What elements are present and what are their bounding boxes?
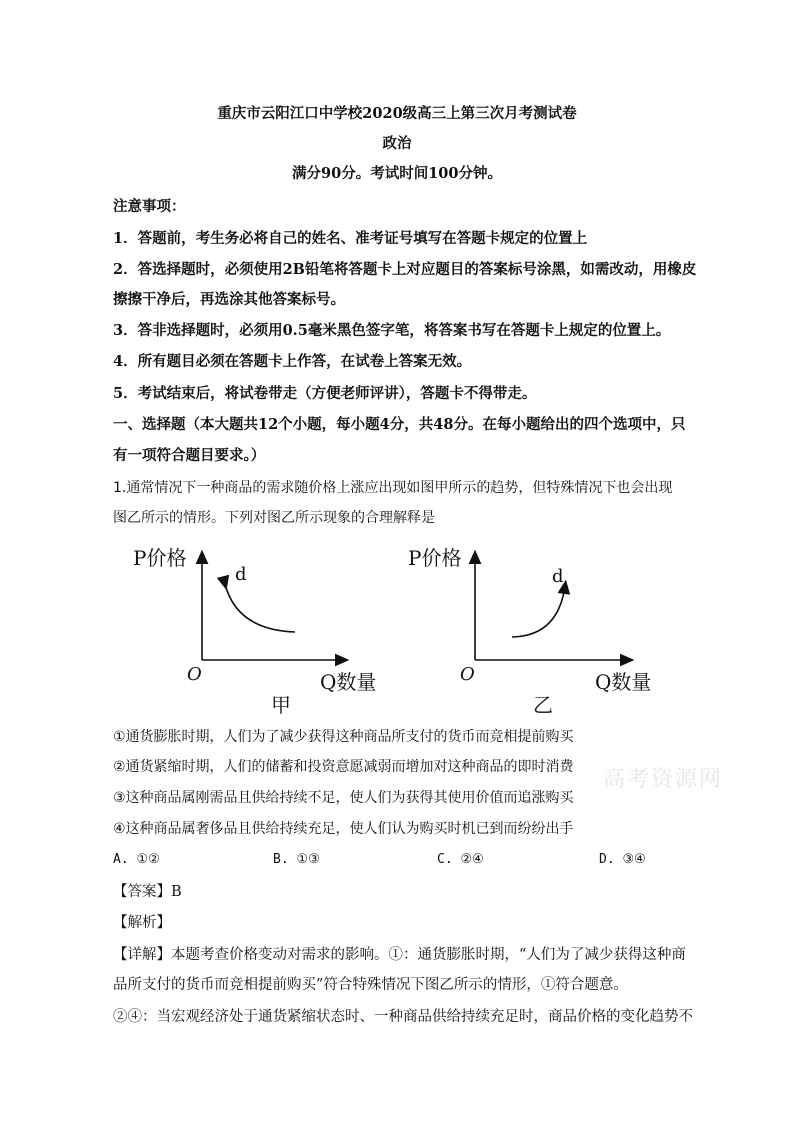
option-d: D. ③④ <box>599 852 646 867</box>
curve-label: d <box>235 564 247 585</box>
statement-4: ④这种商品属奢侈品且供给持续充足，使人们认为购买时机已到而纷纷出手 <box>113 821 574 837</box>
statement-3: ③这种商品属刚需品且供给持续不足，使人们为获得其使用价值而追涨购买 <box>113 790 574 806</box>
section-heading-cont: 有一项符合题目要求。） <box>113 447 266 464</box>
demand-curve <box>225 584 295 632</box>
curve-label: d <box>552 566 564 587</box>
notice-item: 3．答非选择题时，必须用0.5毫米黑色签字笔，将答案书写在答题卡上规定的位置上。 <box>113 322 671 339</box>
notice-item: 1．答题前，考生务必将自己的姓名、准考证号填写在答题卡规定的位置上 <box>113 230 588 247</box>
answer-line: 【答案】B <box>113 884 182 900</box>
graph-jia <box>125 540 385 725</box>
notice-item: 4．所有题目必须在答题卡上作答，在试卷上答案无效。 <box>113 353 472 370</box>
y-axis-label: P价格 <box>133 546 187 570</box>
demand-curve <box>512 586 565 637</box>
notice-item: 2．答选择题时，必须使用2B铅笔将答题卡上对应题目的答案标号涂黑，如需改动，用橡皮 <box>113 261 697 278</box>
origin-label: O <box>187 664 202 685</box>
question-stem: 1.通常情况下一种商品的需求随价格上涨应出现如图甲所示的趋势，但特殊情况下也会出现 <box>113 480 673 496</box>
watermark: 高考资源网 <box>603 767 724 792</box>
question-stem-cont: 图乙所示的情形。下列对图乙所示现象的合理解释是 <box>113 510 435 526</box>
option-a: A. ①② <box>113 852 160 867</box>
analysis-label: 【解析】 <box>113 915 171 931</box>
section-heading: 一、选择题（本大题共12个小题，每小题4分，共48分。在每小题给出的四个选项中，只 <box>113 416 686 433</box>
origin-label: O <box>460 664 475 685</box>
detail-line: 品所支付的货币而竞相提前购买”符合特殊情况下图乙所示的情形，①符合题意。 <box>113 977 628 993</box>
graph-caption: 乙 <box>533 693 553 717</box>
option-b: B. ①③ <box>273 852 320 867</box>
detail-line: 【详解】本题考查价格变动对需求的影响。①：通货膨胀时期，“人们为了减少获得这种商 <box>113 947 686 963</box>
y-axis-label: P价格 <box>408 546 462 570</box>
x-axis-label: Q数量 <box>320 670 377 694</box>
notice-heading: 注意事项： <box>113 198 186 215</box>
notice-item: 擦擦干净后，再选涂其他答案标号。 <box>113 291 345 308</box>
option-c: C. ②④ <box>437 852 484 867</box>
statement-1: ①通货膨胀时期，人们为了减少获得这种商品所支付的货币而竞相提前购买 <box>113 729 574 745</box>
exam-title: 重庆市云阳江口中学校2020级高三上第三次月考测试卷 <box>217 105 577 122</box>
statement-2: ②通货紧缩时期，人们的储蓄和投资意愿减弱而增加对这种商品的即时消费 <box>113 759 574 775</box>
subject-title: 政治 <box>382 135 412 152</box>
graph-caption: 甲 <box>271 693 291 717</box>
notice-item: 5．考试结束后，将试卷带走（方便老师评讲），答题卡不得带走。 <box>113 385 537 402</box>
x-axis-label: Q数量 <box>595 670 652 694</box>
detail-line: ②④：当宏观经济处于通货紧缩状态时、一种商品供给持续充足时，商品价格的变化趋势不 <box>113 1009 693 1025</box>
score-time-info: 满分90分。考试时间100分钟。 <box>292 165 502 182</box>
graph-yi <box>400 540 670 725</box>
